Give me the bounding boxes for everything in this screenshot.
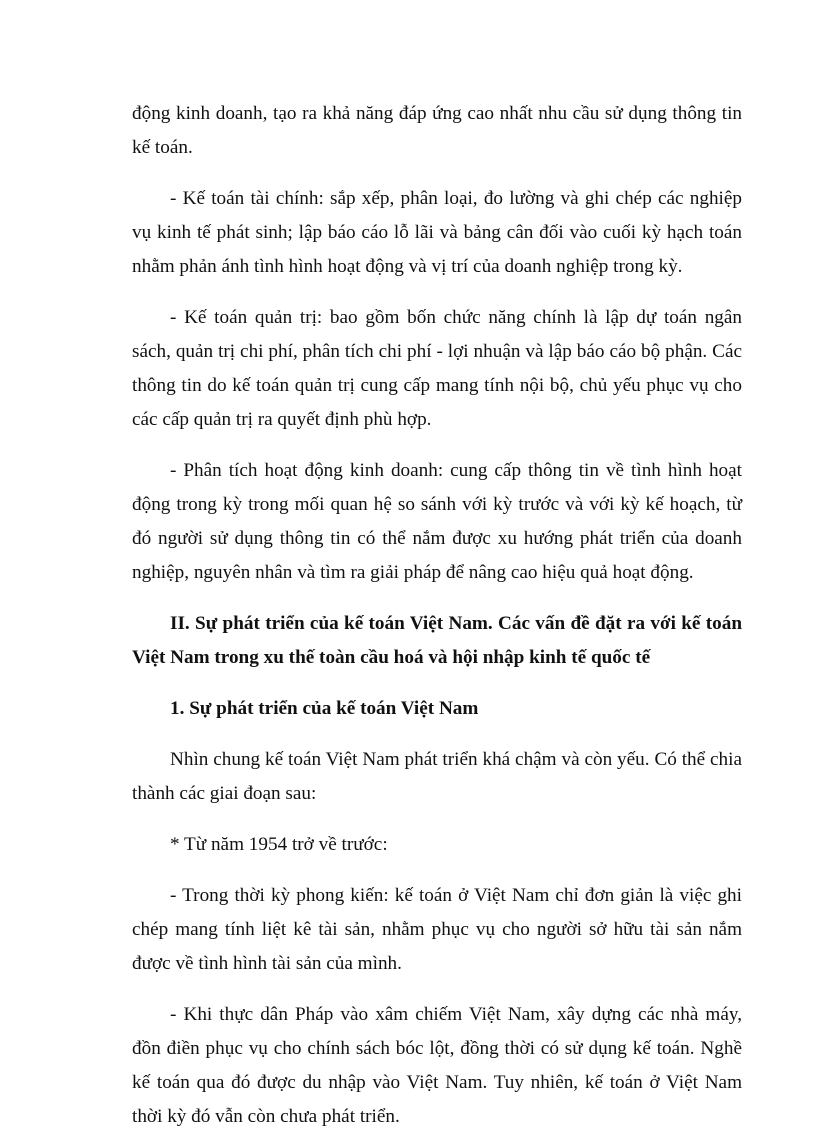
- paragraph-period-label: * Từ năm 1954 trở về trước:: [170, 834, 388, 855]
- paragraph-french-colonial: - Khi thực dân Pháp vào xâm chiếm Việt Nam, xây dựng các nhà máy, đồn điền phục vụ cho chính sách bóc lột, đồng thời có sử dụng kế toán. Nghề kế toán qua đó được du nhập vào Việt Nam. Tuy nhiên, kế toán ở Việt Nam thời kỳ đó vẫn còn chưa phát triển.: [132, 1004, 742, 1127]
- paragraph-management-accounting: - Kế toán quản trị: bao gồm bốn chức năng chính là lập dự toán ngân sách, quản trị chi phí, phân tích chi phí - lợi nhuận và lập báo cáo bộ phận. Các thông tin do kế toán quản trị cung cấp mang tính nội bộ, chủ yếu phục vụ cho các cấp quản trị ra quyết định phù hợp.: [132, 307, 742, 430]
- subsection-heading: 1. Sự phát triển của kế toán Việt Nam: [170, 698, 479, 719]
- paragraph-overview: Nhìn chung kế toán Việt Nam phát triển khá chậm và còn yếu. Có thể chia thành các giai đoạn sau:: [132, 749, 742, 804]
- section-heading: II. Sự phát triển của kế toán Việt Nam. Các vấn đề đặt ra với kế toán Việt Nam trong xu thế toàn cầu hoá và hội nhập kinh tế quốc tế: [132, 613, 742, 668]
- paragraph-business-analysis: - Phân tích hoạt động kinh doanh: cung cấp thông tin về tình hình hoạt động trong kỳ trong mối quan hệ so sánh với kỳ trước và với kỳ kế hoạch, từ đó người sử dụng thông tin có thể nắm được xu hướng phát triển của doanh nghiệp, nguyên nhân và tìm ra giải pháp để nâng cao hiệu quả hoạt động.: [132, 460, 742, 583]
- paragraph-feudal-period: - Trong thời kỳ phong kiến: kế toán ở Việt Nam chỉ đơn giản là việc ghi chép mang tính liệt kê tài sản, nhằm phục vụ cho người sở hữu tài sản nắm được về tình hình tài sản của mình.: [132, 885, 742, 974]
- paragraph-continuation: động kinh doanh, tạo ra khả năng đáp ứng cao nhất nhu cầu sử dụng thông tin kế toán.: [132, 103, 742, 158]
- paragraph-financial-accounting: - Kế toán tài chính: sắp xếp, phân loại, đo lường và ghi chép các nghiệp vụ kinh tế phát sinh; lập báo cáo lỗ lãi và bảng cân đối vào cuối kỳ hạch toán nhằm phản ánh tình hình hoạt động và vị trí của doanh nghiệp trong kỳ.: [132, 188, 742, 277]
